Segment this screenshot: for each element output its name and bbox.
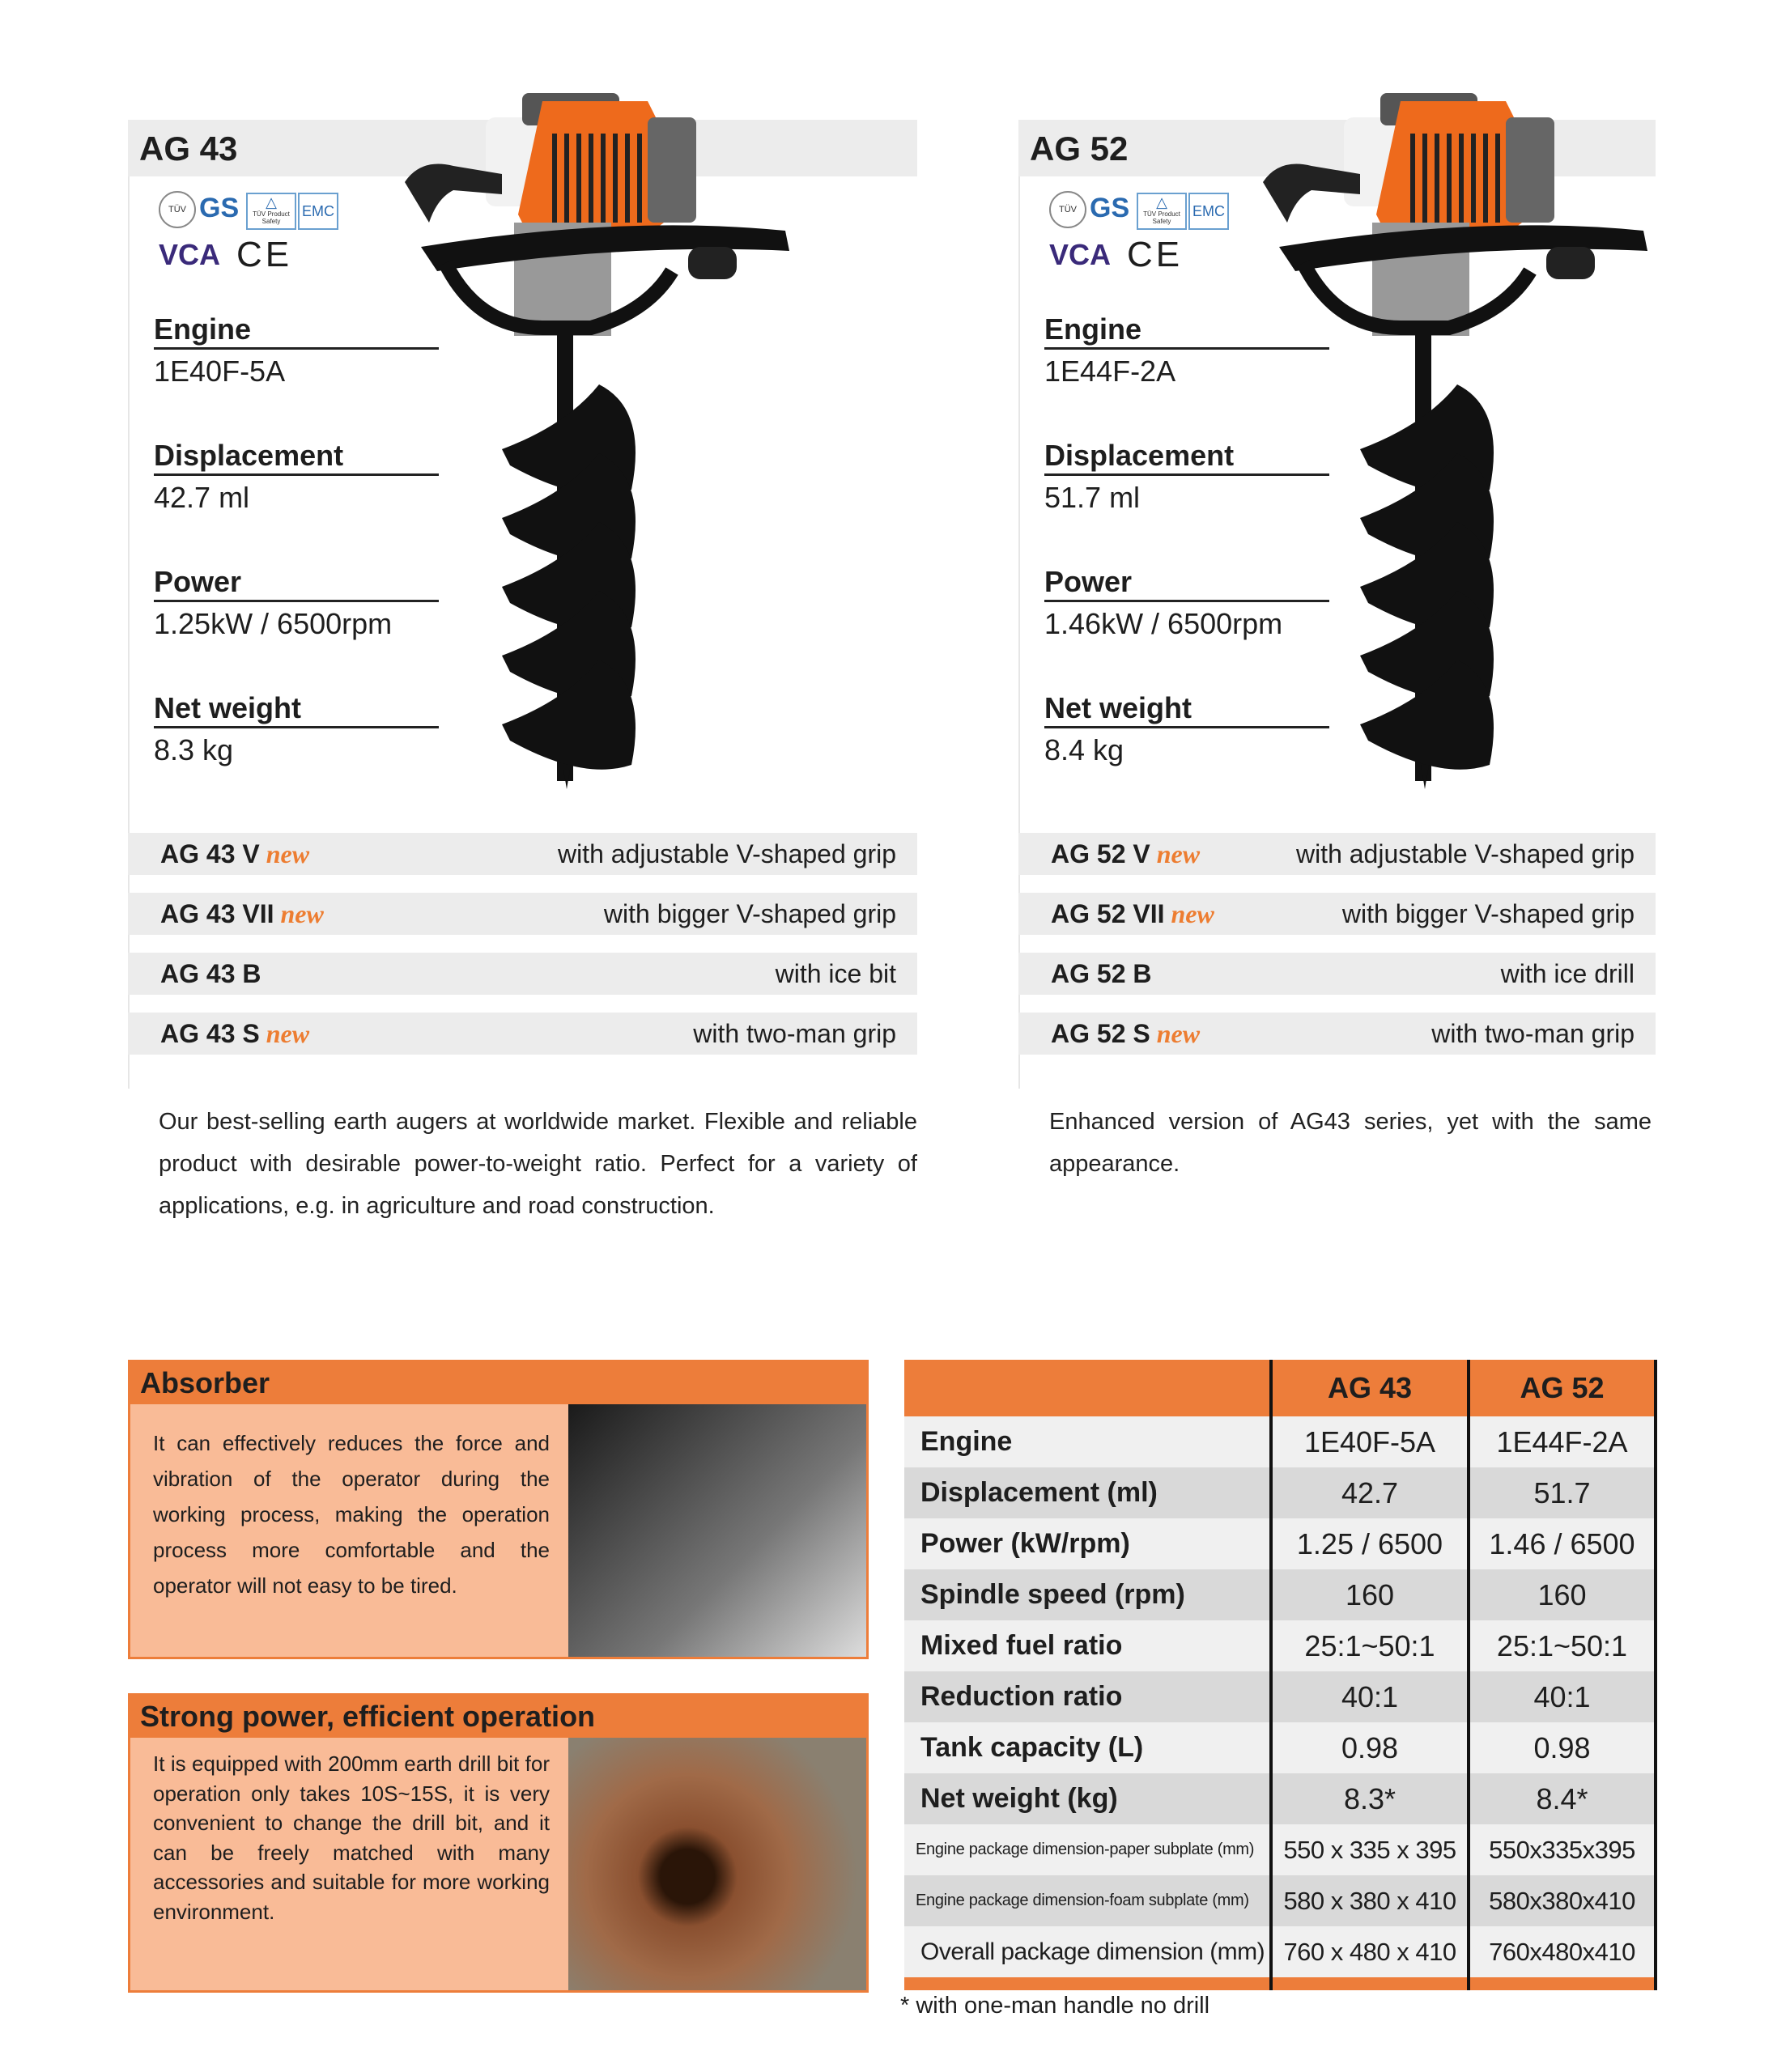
- table-cell: 1.25 / 6500: [1269, 1518, 1467, 1569]
- feature-box-0: [128, 1360, 869, 1659]
- spec-net-weight: [154, 690, 439, 771]
- variant-model: [1051, 893, 1214, 935]
- table-cell: 0.98: [1467, 1722, 1657, 1773]
- spec-value: 42.7 ml: [154, 481, 250, 514]
- vca-logo: VCA: [159, 238, 221, 271]
- spec-net-weight: [1044, 690, 1329, 771]
- ce-logo: CE: [236, 235, 293, 274]
- spec-label: Net weight: [1044, 690, 1329, 728]
- warning-triangle-icon: △: [266, 194, 277, 210]
- spec-label: Power: [1044, 563, 1329, 602]
- new-badge: new: [1171, 899, 1214, 928]
- spec-value: 1.25kW / 6500rpm: [154, 607, 393, 640]
- tuv-logo: TÜV: [159, 191, 196, 228]
- gs-logo: GS: [199, 193, 240, 223]
- spec-value: 8.4 kg: [1044, 733, 1124, 766]
- tuv-product-safety-logo: [246, 193, 296, 230]
- spec-label: Engine: [154, 311, 439, 350]
- tuv-logo: TÜV: [1049, 191, 1086, 228]
- new-badge: new: [266, 839, 310, 868]
- variant-model: [160, 1013, 309, 1055]
- certification-logos: [159, 191, 353, 272]
- variant-model: [1051, 1013, 1200, 1055]
- variant-model: [160, 953, 261, 995]
- table-cell: 760x480x410: [1467, 1926, 1657, 1977]
- spec-value: 8.3 kg: [154, 733, 234, 766]
- variant-row: [1018, 953, 1656, 995]
- table-row: [904, 1773, 1657, 1824]
- table-row: [904, 1416, 1657, 1467]
- spec-displacement: [154, 437, 439, 518]
- variant-description: with bigger V-shaped grip: [603, 899, 896, 928]
- table-row: [904, 1518, 1657, 1569]
- variant-description: with bigger V-shaped grip: [1341, 899, 1635, 928]
- spec-label: Engine: [1044, 311, 1329, 350]
- new-badge: new: [1156, 839, 1201, 868]
- variant-model-name: AG 43 S: [160, 1019, 260, 1048]
- variant-description: with ice bit: [775, 959, 896, 988]
- new-badge: new: [280, 899, 324, 928]
- spec-value: 1E44F-2A: [1044, 355, 1176, 388]
- spec-label: Net weight: [154, 690, 439, 728]
- emc-logo: EMC: [1188, 193, 1229, 230]
- spec-comparison-table: [904, 1360, 1657, 1990]
- variant-row: [128, 953, 917, 995]
- variant-row: [128, 1013, 917, 1055]
- variant-description: with ice drill: [1500, 959, 1635, 988]
- table-cell: 40:1: [1269, 1671, 1467, 1722]
- table-cell: 580x380x410: [1467, 1875, 1657, 1926]
- variant-model: [1051, 833, 1200, 875]
- variant-model: [160, 833, 309, 875]
- spec-power: [1044, 563, 1329, 644]
- variant-model: [1051, 953, 1151, 995]
- table-row: [904, 1671, 1657, 1722]
- table-cell: 8.4*: [1467, 1773, 1657, 1824]
- variant-model-name: AG 43 B: [160, 959, 261, 988]
- table-header-row: [904, 1360, 1657, 1416]
- spec-engine: [154, 311, 439, 392]
- table-cell: 160: [1467, 1569, 1657, 1620]
- table-footer-bar: [904, 1977, 1657, 1990]
- table-cell: 160: [1269, 1569, 1467, 1620]
- gs-logo: GS: [1090, 193, 1130, 223]
- table-cell: 1E44F-2A: [1467, 1416, 1657, 1467]
- feature-text: It is equipped with 200mm earth drill bit for operation only takes 10S~15S, it is very convenient to change the drill bit, and it can be freely matched with many accessories and suitable for more working environment.: [153, 1751, 550, 1924]
- tuv-product-safety-logo: [1137, 193, 1187, 230]
- table-row: [904, 1722, 1657, 1773]
- variant-description: with two-man grip: [693, 1019, 896, 1048]
- variant-description: with adjustable V-shaped grip: [1295, 839, 1635, 868]
- table-cell: 42.7: [1269, 1467, 1467, 1518]
- card-border: [128, 176, 130, 1089]
- table-row-label: Reduction ratio: [920, 1681, 1123, 1712]
- variant-row: [1018, 833, 1656, 875]
- variant-row: [128, 893, 917, 935]
- variant-row: [1018, 893, 1656, 935]
- spec-value: 1E40F-5A: [154, 355, 286, 388]
- table-header-cell: AG 43: [1269, 1360, 1467, 1416]
- new-badge: new: [1156, 1019, 1201, 1048]
- table-cell: 760 x 480 x 410: [1269, 1926, 1467, 1977]
- spec-engine: [1044, 311, 1329, 392]
- table-header-cell: AG 52: [1467, 1360, 1657, 1416]
- table-cell: 25:1~50:1: [1269, 1620, 1467, 1671]
- table-cell: 40:1: [1467, 1671, 1657, 1722]
- emc-logo: EMC: [298, 193, 338, 230]
- table-cell: 25:1~50:1: [1467, 1620, 1657, 1671]
- variant-model-name: AG 52 S: [1051, 1019, 1150, 1048]
- table-footnote: * with one-man handle no drill: [900, 1993, 1210, 2019]
- table-cell: 550 x 335 x 395: [1269, 1824, 1467, 1875]
- variant-row: [128, 833, 917, 875]
- drilled-hole-image: [568, 1738, 866, 1990]
- table-row: [904, 1926, 1657, 1977]
- certification-logos: [1049, 191, 1243, 272]
- variant-row: [1018, 1013, 1656, 1055]
- tuv-product-safety-label: TÜV Product Safety: [1143, 210, 1180, 225]
- feature-title: Absorber: [130, 1362, 866, 1404]
- variant-description: with adjustable V-shaped grip: [557, 839, 896, 868]
- footer-cell: [1269, 1977, 1467, 1990]
- footer-cell: [1467, 1977, 1657, 1990]
- product-title: AG 52: [1030, 130, 1129, 168]
- variant-description: with two-man grip: [1431, 1019, 1635, 1048]
- variant-model-name: AG 43 V: [160, 839, 260, 868]
- table-header-cell: [904, 1360, 1269, 1416]
- tuv-product-safety-label: TÜV Product Safety: [253, 210, 290, 225]
- product-title: AG 43: [139, 130, 238, 168]
- spec-label: Power: [154, 563, 439, 602]
- variant-model-name: AG 52 VII: [1051, 899, 1165, 928]
- table-cell: 0.98: [1269, 1722, 1467, 1773]
- product-description: Our best-selling earth augers at worldwide market. Flexible and reliable product with desirable power-to-weight ratio. Perfect for a variety of applications, e.g. in agriculture and road construction.: [159, 1109, 917, 1219]
- new-badge: new: [266, 1019, 310, 1048]
- table-row: [904, 1620, 1657, 1671]
- table-row-label: Tank capacity (L): [920, 1732, 1144, 1763]
- spec-label: Displacement: [1044, 437, 1329, 476]
- feature-text: It can effectively reduces the force and vibration of the operator during the working process, making the operation process more comfortable and the operator will not easy to be tired.: [153, 1431, 550, 1598]
- table-row-label: Engine package dimension-paper subplate (mm): [916, 1841, 1255, 1858]
- table-row: [904, 1467, 1657, 1518]
- vca-logo: VCA: [1049, 238, 1112, 271]
- table-row-label: Displacement (ml): [920, 1477, 1158, 1508]
- table-row-label: Engine: [920, 1426, 1013, 1457]
- table-row-label: Overall package dimension (mm): [920, 1938, 1265, 1965]
- spec-displacement: [1044, 437, 1329, 518]
- table-cell: 550x335x395: [1467, 1824, 1657, 1875]
- feature-box-1: [128, 1693, 869, 1993]
- variant-model-name: AG 52 V: [1051, 839, 1150, 868]
- table-row-label: Net weight (kg): [920, 1783, 1118, 1814]
- table-row: [904, 1569, 1657, 1620]
- ce-logo: CE: [1127, 235, 1184, 274]
- table-cell: 1.46 / 6500: [1467, 1518, 1657, 1569]
- warning-triangle-icon: △: [1156, 194, 1167, 210]
- table-cell: 580 x 380 x 410: [1269, 1875, 1467, 1926]
- feature-title: Strong power, efficient operation: [130, 1696, 866, 1738]
- footer-cell: [904, 1977, 1269, 1990]
- product-description: Enhanced version of AG43 series, yet with the same appearance.: [1049, 1109, 1652, 1177]
- spec-label: Displacement: [154, 437, 439, 476]
- table-row: [904, 1875, 1657, 1926]
- table-row-label: Engine package dimension-foam subplate (mm): [916, 1892, 1249, 1909]
- variant-model-name: AG 43 VII: [160, 899, 274, 928]
- spec-power: [154, 563, 439, 644]
- variant-model-name: AG 52 B: [1051, 959, 1152, 988]
- table-row-label: Spindle speed (rpm): [920, 1579, 1185, 1610]
- variant-model: [160, 893, 324, 935]
- table-row-label: Mixed fuel ratio: [920, 1630, 1123, 1661]
- auger-product-image: [1239, 69, 1676, 797]
- table-cell: 1E40F-5A: [1269, 1416, 1467, 1467]
- table-cell: 8.3*: [1269, 1773, 1467, 1824]
- table-row: [904, 1824, 1657, 1875]
- table-cell: 51.7: [1467, 1467, 1657, 1518]
- absorber-image: [568, 1404, 866, 1657]
- auger-product-image: [380, 69, 818, 797]
- card-border: [1018, 176, 1020, 1089]
- table-row-label: Power (kW/rpm): [920, 1528, 1130, 1559]
- spec-value: 1.46kW / 6500rpm: [1044, 607, 1283, 640]
- spec-value: 51.7 ml: [1044, 481, 1141, 514]
